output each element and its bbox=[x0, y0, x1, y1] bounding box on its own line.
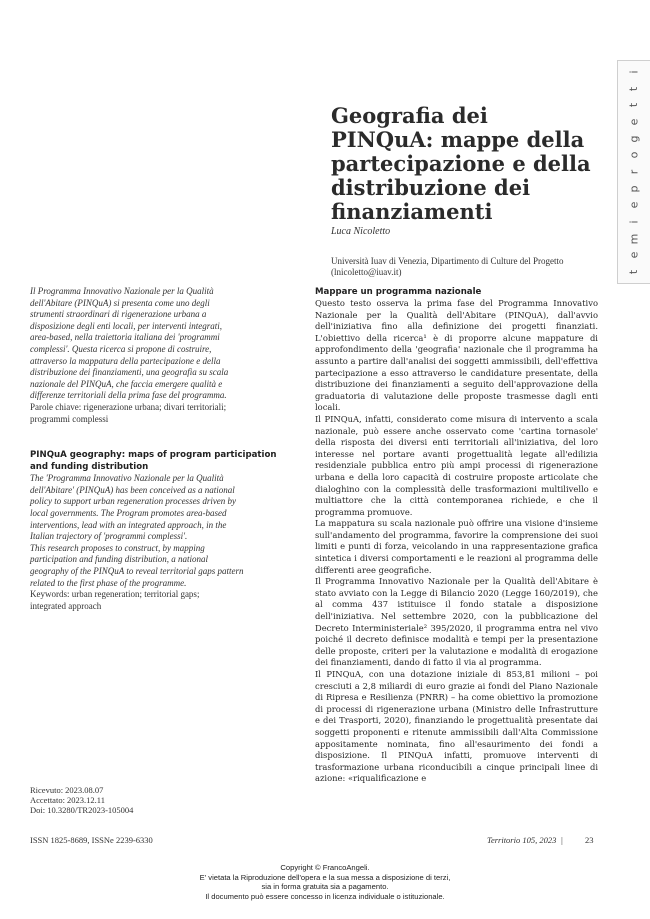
doi: Doi: 10.3280/TR2023-105004 bbox=[30, 805, 134, 815]
tab-letter: o bbox=[627, 151, 641, 159]
abstract-line: related to the first phase of the programme. bbox=[30, 577, 187, 588]
copyright-line: Copyright © FrancoAngeli. bbox=[280, 863, 370, 872]
abstract-line: policy to support urban regeneration processes driven by bbox=[30, 496, 237, 507]
section-tab-letters bbox=[618, 67, 650, 277]
abstract-line: interventions, lead with an integrated approach, in the bbox=[30, 519, 227, 530]
tab-letter: g bbox=[627, 135, 641, 143]
author-name: Luca Nicoletto bbox=[331, 226, 391, 237]
section-heading: Mappare un programma nazionale bbox=[315, 287, 482, 297]
body-text-column bbox=[315, 286, 598, 785]
copyright-line: Il documento può essere concesso in licenza individuale o istituzionale. bbox=[205, 891, 445, 901]
journal-footer bbox=[487, 835, 563, 845]
abstract-line: complessi'. Questa ricerca si propone di costruire, bbox=[30, 343, 212, 354]
abstract-line: Italian trajectory of 'programmi complessi'. bbox=[30, 531, 188, 542]
abstract-line: attraverso la mappatura della partecipazione e della bbox=[30, 355, 221, 366]
title-line: partecipazione e della bbox=[331, 151, 591, 176]
abstract-line: The 'Programma Innovativo Nazionale per la Qualità bbox=[30, 473, 224, 484]
title-line: finanziamenti bbox=[331, 199, 493, 224]
abstract-line: strumenti straordinari di rigenerazione urbana a bbox=[30, 309, 207, 320]
section-tab-temi-e-progetti bbox=[617, 60, 650, 284]
title-line: Geografia dei bbox=[331, 103, 488, 128]
copyright-notice bbox=[0, 863, 650, 901]
affiliation-email: (lnicoletto@iuav.it) bbox=[331, 267, 402, 277]
tab-letter: r bbox=[627, 169, 641, 175]
accepted-date: Accettato: 2023.12.11 bbox=[30, 795, 105, 805]
abstract-english-title: PINQuA geography: maps of program participation bbox=[30, 450, 277, 460]
copyright-line: E' vietata la Riproduzione dell'opera e la sua messa a disposizione di terzi, bbox=[199, 872, 451, 882]
copyright-line: sia in forma gratuita sia a pagamento. bbox=[261, 882, 389, 892]
tab-letter: e bbox=[627, 201, 641, 209]
title-line: PINQuA: mappe della bbox=[331, 127, 585, 152]
tab-letter: m bbox=[627, 233, 641, 244]
author-affiliation bbox=[331, 256, 601, 278]
abstract-line: disposizione degli enti locali, per interventi integrati, bbox=[30, 320, 222, 331]
abstract-line: nazionale del PINQuA, che faccia emergere qualità e bbox=[30, 378, 223, 389]
body-paragraph: Questo testo osserva la prima fase del Programma Innovativo Nazionale per la Qualità dell'Abitare (PINQuA), dall'avvio dell'iniziativa fino alla definizione dei progetti finanziati. L'obiettivo della ricerca¹ è di proporre alcune mappature di approfondimento della 'geografia' nazionale che il programma ha assunto a partire dall'analisi dei soggetti ammissibili, dell'effettiva partecipazione a esso attraverso le candidature presentate, della distribuzione dei finanziamenti a seguito dell'approvazione della graduatoria di valutazione delle proposte trasmesse dagli enti locali. bbox=[315, 298, 598, 413]
abstract-line: Il Programma Innovativo Nazionale per la Qualità bbox=[30, 286, 214, 296]
keywords-line: Keywords: urban regeneration; territorial gaps; bbox=[30, 589, 200, 600]
tab-letter: p bbox=[627, 185, 641, 193]
abstract-line: local governments. The Program promotes area-based bbox=[30, 507, 227, 518]
tab-letter: t bbox=[627, 86, 641, 91]
tab-letter: i bbox=[627, 220, 641, 224]
abstract-line: differenze territoriali della prima fase del programma. bbox=[30, 390, 227, 401]
abstract-english bbox=[30, 450, 295, 612]
tab-letter: e bbox=[627, 251, 641, 259]
publication-dates bbox=[30, 785, 133, 815]
keywords-line: Parole chiave: rigenerazione urbana; divari territoriali; bbox=[30, 401, 227, 412]
abstract-english-title: and funding distribution bbox=[30, 461, 149, 472]
affiliation-line: Università Iuav di Venezia, Dipartimento di Culture del Progetto bbox=[331, 256, 564, 266]
abstract-line: participation and funding distribution, a national bbox=[30, 554, 209, 565]
abstract-line: dell'Abitare (PINQuA) si presenta come uno degli bbox=[30, 297, 210, 308]
tab-letter: t bbox=[627, 103, 641, 108]
abstract-line: area-based, nella traiettoria italiana dei 'programmi bbox=[30, 332, 220, 343]
tab-letter: t bbox=[627, 269, 641, 275]
journal-name: Territorio 105, 2023 bbox=[487, 835, 557, 845]
body-paragraph: Il PINQuA, con una dotazione iniziale di 853,81 milioni – poi cresciuti a 2,8 miliardi di euro grazie ai fondi del Piano Nazionale di Ripresa e Resilienza (PNRR) – ha come obiettivo la promozione di processi di rigenerazione urbana (Ministro delle Infrastrutture e dei Trasporti, 2020), finanziando le progettualità presentate dai soggetti proponenti e ritenute ammissibili dall'Alta Commissione appositamente nominata, fino all'esaurimento dei fondi a disposizione. Il PINQuA infatti, promuove interventi di trasformazione urbana riconducibili a cinque principali linee di azione: «riqualificazione e bbox=[315, 669, 598, 784]
issn-footer: ISSN 1825-8689, ISSNe 2239-6330 bbox=[30, 835, 153, 845]
footer-separator: | bbox=[560, 835, 563, 845]
abstract-line: dell'Abitare' (PINQuA) has been conceived as a national bbox=[30, 484, 235, 495]
body-paragraph: La mappatura su scala nazionale può offrire una visione d'insieme sull'andamento del programma, favorire la comprensione dei suoi limiti e punti di forza, veicolando in una rappresentazione grafica sintetica i diversi comportamenti e le reazioni al programma delle differenti aree geografiche. bbox=[315, 518, 598, 575]
tab-letter: e bbox=[627, 118, 641, 126]
abstract-line: distribuzione dei finanziamenti, una geografia su scala bbox=[30, 367, 229, 378]
tab-letter: i bbox=[627, 70, 641, 74]
article-title bbox=[331, 104, 601, 224]
keywords-line: programmi complessi bbox=[30, 413, 109, 424]
body-paragraph: Il PINQuA, infatti, considerato come misura di intervento a scala nazionale, può essere anche osservato come 'cartina tornasole' della risposta dei diversi enti territoriali all'iniziativa, del loro interesse nel portare avanti progettualità legate all'edilizia residenziale pubblica entro più ampi processi di rigenerazione urbana e della loro capacità di costruire proposte articolate che dialoghino con la complessità delle trasformazioni multilivello e multiattore che la città contemporanea richiede, e che il programma promuove. bbox=[315, 413, 598, 517]
abstract-line: This research proposes to construct, by mapping bbox=[30, 542, 205, 553]
received-date: Ricevuto: 2023.08.07 bbox=[30, 785, 104, 795]
body-paragraph: Il Programma Innovativo Nazionale per la Qualità dell'Abitare è stato avviato con la Legge di Bilancio 2020 (Legge 160/2019), che al comma 437 istituisce il fondo statale a disposizione dell'iniziativa. Nel settembre 2020, con la pubblicazione del Decreto Interministeriale² 395/2020, il programma entra nel vivo poiché il decreto definisce modalità e tempi per la presentazione delle proposte, criteri per la valutazione e modalità di erogazione dei finanziamenti, dando di fatto il via al programma. bbox=[315, 576, 598, 668]
abstract-line: geography of the PINQuA to reveal territorial gaps pattern bbox=[30, 565, 244, 576]
title-line: distribuzione dei bbox=[331, 175, 531, 200]
abstract-italian bbox=[30, 286, 295, 425]
page-number: 23 bbox=[585, 835, 594, 845]
keywords-line: integrated approach bbox=[30, 600, 102, 611]
